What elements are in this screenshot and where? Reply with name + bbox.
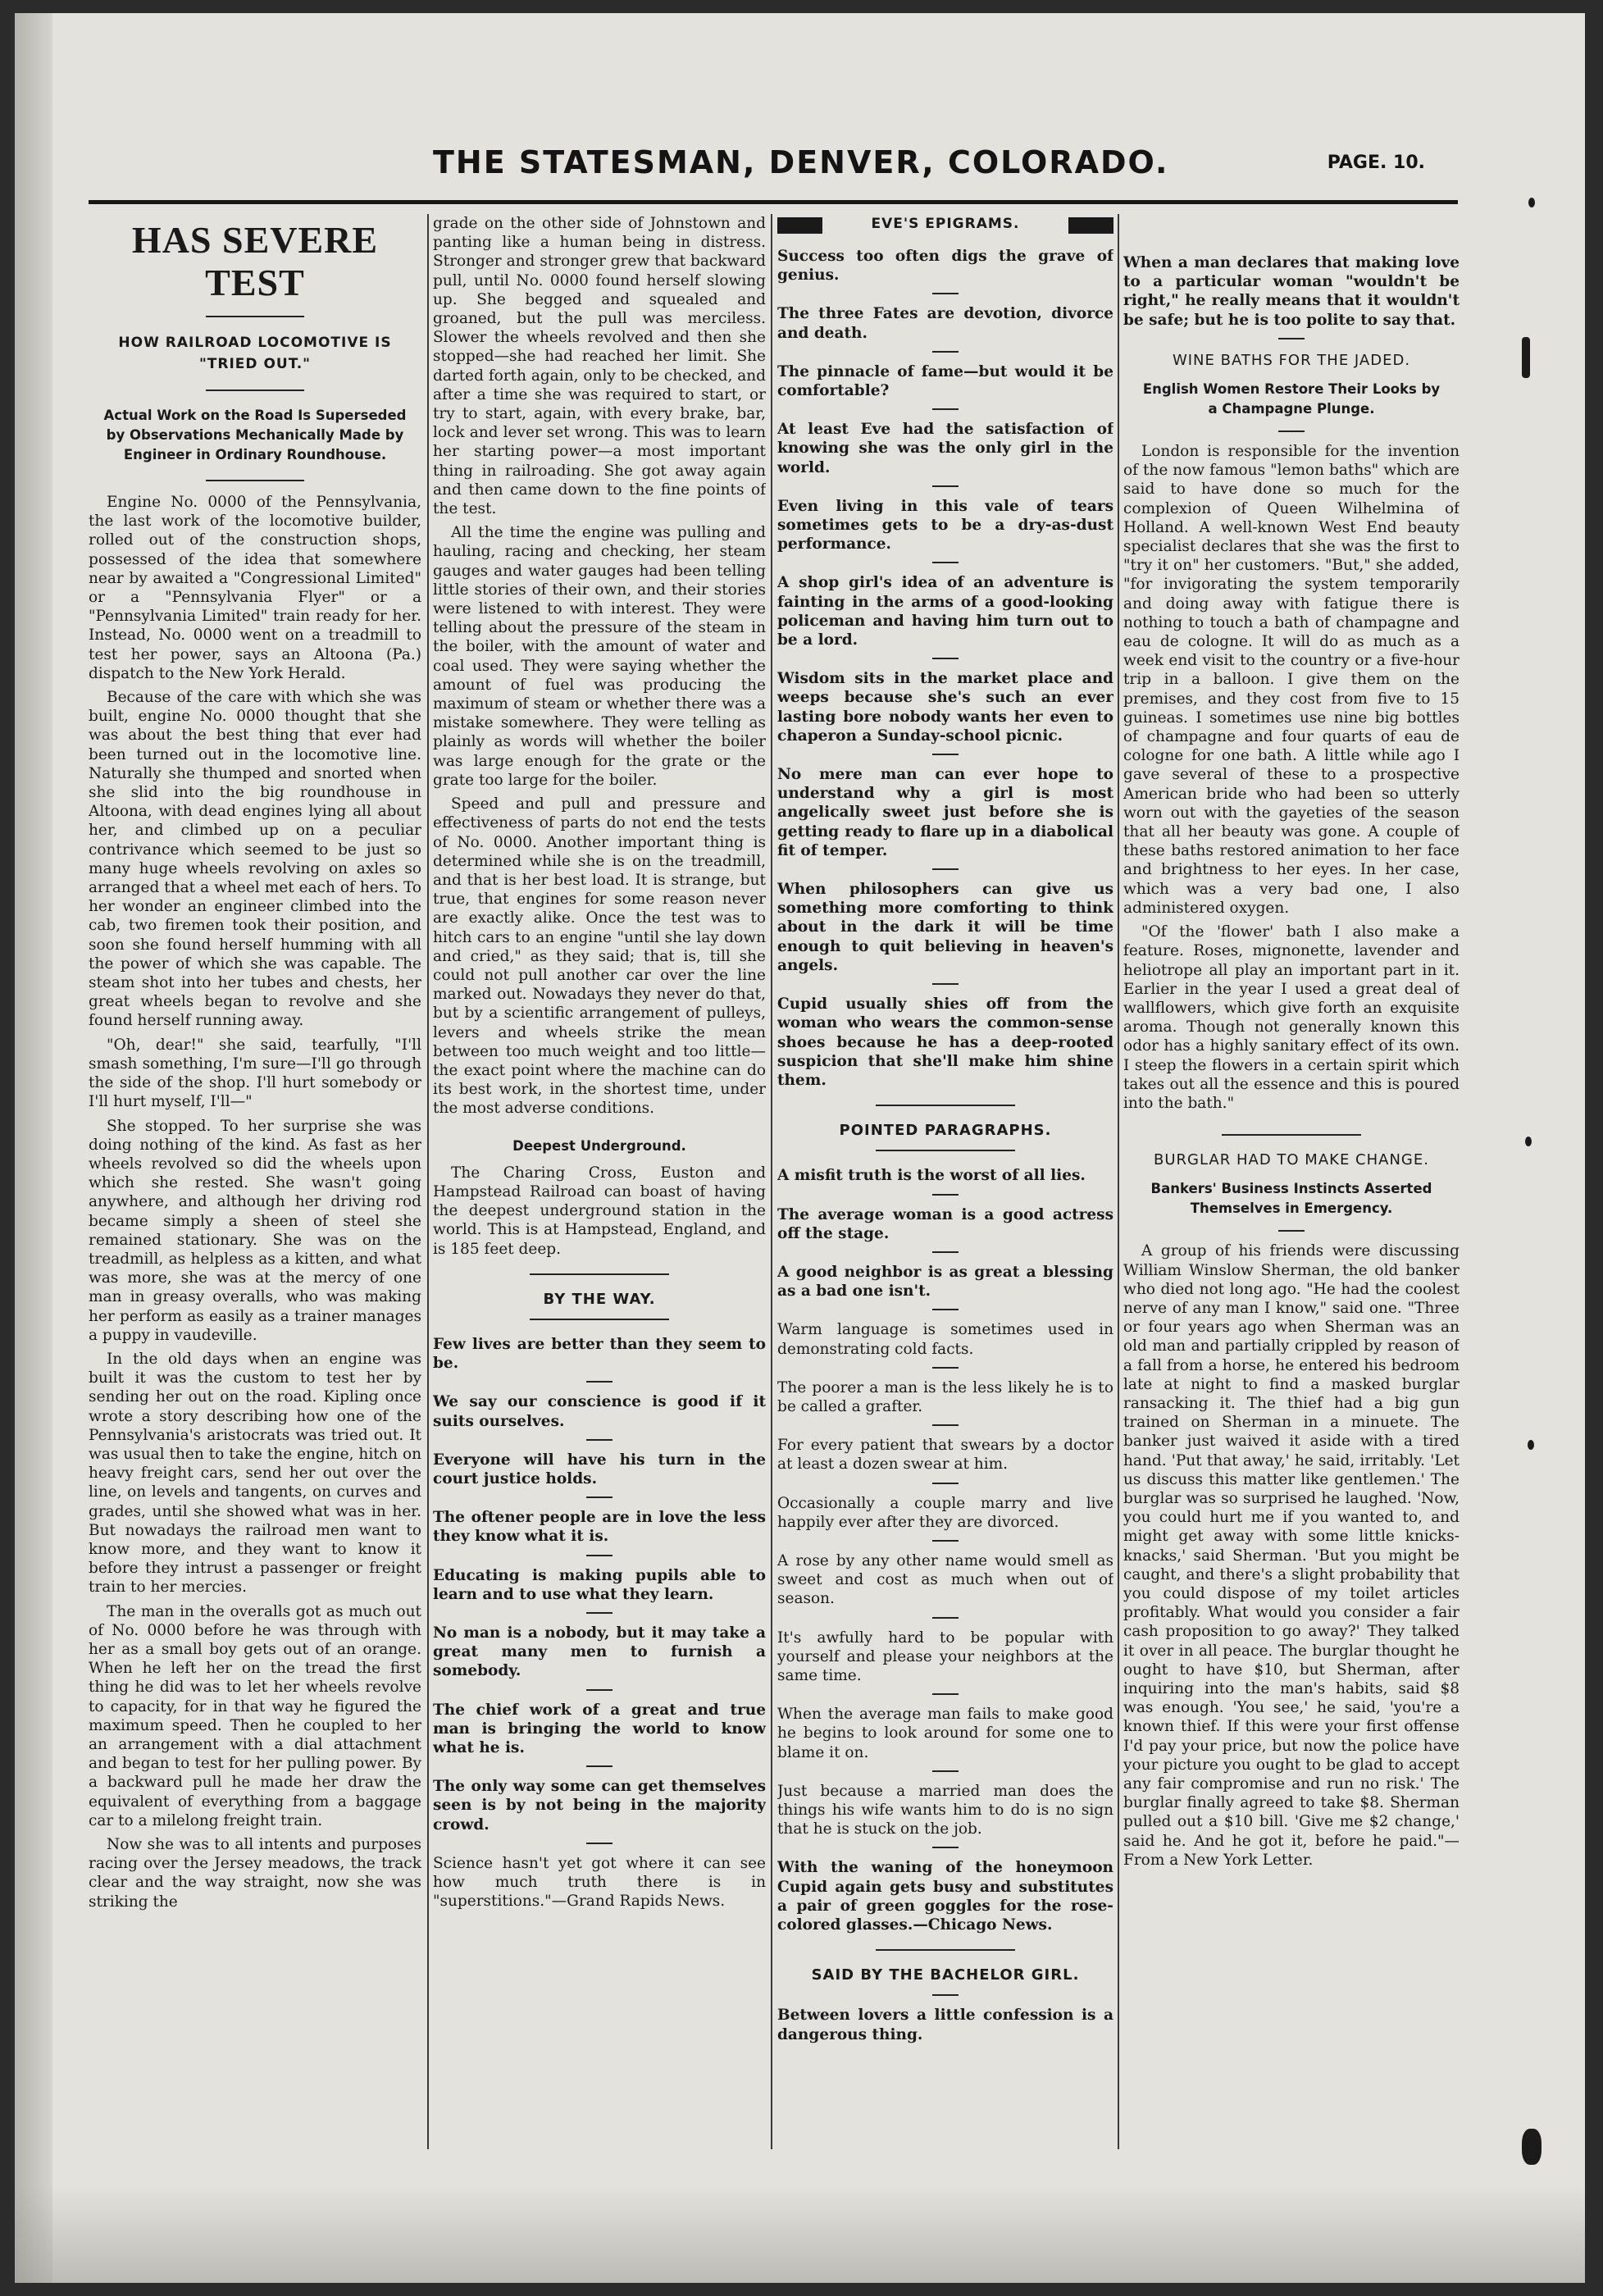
- page-bottom-shadow: [15, 2184, 1585, 2283]
- list-item: The only way some can get themselves seen is by not being in the majority crowd.: [433, 1778, 766, 1834]
- divider: [932, 1367, 959, 1369]
- list-item: A rose by any other name would smell as sweet and cost as much when out of season.: [777, 1551, 1113, 1608]
- list-item: For every patient that swears by a doctor at least a dozen swear at him.: [777, 1437, 1113, 1474]
- masthead-rule: [89, 200, 1458, 204]
- divider: [876, 1949, 1015, 1951]
- headline-severe-test: HAS SEVERE TEST: [131, 219, 379, 303]
- deck-bankers-business: Bankers' Business Instincts Asserted Themselves in Emergency.: [1150, 1181, 1432, 1217]
- divider: [586, 1612, 613, 1614]
- headline-pointed-paragraphs: POINTED PARAGRAPHS.: [839, 1122, 1052, 1140]
- divider: [932, 983, 959, 985]
- list-item: Everyone will have his turn in the court justice holds.: [433, 1451, 766, 1487]
- list-item: Science hasn't yet got where it can see how much truth there is in "superstitions."—Grand Rapids News.: [433, 1854, 766, 1911]
- divider: [932, 1309, 959, 1310]
- list-item: The oftener people are in love the less they know what it is.: [433, 1509, 766, 1546]
- headline-wine-baths: WINE BATHS FOR THE JADED.: [1172, 351, 1411, 369]
- divider: [932, 1424, 959, 1426]
- list-item: When the average man fails to make good he begins to look around for some one to blame it on.: [777, 1706, 1113, 1761]
- divider: [932, 408, 959, 410]
- ornament-right: [1068, 217, 1113, 234]
- divider: [876, 1105, 1015, 1106]
- article-paragraph: She stopped. To her surprise she was doing nothing of the kind. As fast as her wheels revolved so did the wheels upon which she rested. She wasn't going anywhere, and although her driving rod became simply a sheen of steel she remained stationary. She was on the treadmill, as helpless as a kitten, and what was more, she was at the mercy of one man in greasy overalls, who was making her perform as easily as a trainer manages a puppy in vaudeville.: [89, 1117, 421, 1344]
- divider: [586, 1765, 613, 1767]
- column-4: [1123, 214, 1460, 2166]
- list-item: The poorer a man is the less likely he is to be called a grafter.: [777, 1378, 1113, 1415]
- divider: [206, 390, 304, 391]
- list-item: It's awfully hard to be popular with yourself and please your neighbors at the same time.: [777, 1629, 1113, 1684]
- list-item: Warm language is sometimes used in demonstrating cold facts.: [777, 1321, 1113, 1358]
- list-item: A misfit truth is the worst of all lies.: [777, 1167, 1086, 1185]
- list-item: Success too often digs the grave of genius.: [777, 248, 1113, 285]
- deck-english-women: English Women Restore Their Looks by a Champagne Plunge.: [1142, 381, 1441, 417]
- list-item: A shop girl's idea of an adventure is fainting in the arms of a good-looking policeman and having him turn out to be a lord.: [777, 574, 1113, 649]
- divider: [932, 1770, 959, 1772]
- divider: [1278, 430, 1305, 432]
- deck-actual-work: Actual Work on the Road Is Superseded by Observations Mechanically Made by Engineer in Ordinary Roundhouse.: [103, 408, 407, 462]
- list-item: With the waning of the honeymoon Cupid again gets busy and substitutes a pair of green goggles for the rose-colored glasses.—Chicago News.: [777, 1859, 1113, 1934]
- column-3: [777, 214, 1113, 2166]
- masthead-title: THE STATESMAN, DENVER, COLORADO.: [433, 144, 1169, 180]
- divider: [932, 1251, 959, 1253]
- list-item: The three Fates are devotion, divorce and death.: [777, 305, 1113, 342]
- epigram-paragraph: When a man declares that making love to a particular woman "wouldn't be right," he really means that it wouldn't be safe; but he is too polite to say that.: [1123, 254, 1460, 329]
- divider: [932, 1994, 959, 1996]
- divider: [876, 1150, 1015, 1151]
- divider: [932, 754, 959, 755]
- column-2: [433, 214, 766, 2166]
- article-paragraph: "Oh, dear!" she said, tearfully, "I'll smash something, I'm sure—I'll go through the side of the shop. I'll hurt somebody or I'll hurt myself, I'll—": [89, 1036, 421, 1111]
- divider: [530, 1273, 669, 1275]
- page-edge-shadow: [15, 13, 52, 2283]
- list-item: Between lovers a little confession is a dangerous thing.: [777, 2007, 1113, 2043]
- ornament-left: [777, 217, 822, 234]
- divider: [932, 562, 959, 563]
- divider: [206, 316, 304, 317]
- divider: [1222, 1134, 1361, 1136]
- article-paragraph: In the old days when an engine was built it was the custom to test her by sending her out on the road. Kipling once wrote a story describing how one of the Pennsylvania's aristocrats was tried out. It was usual then to take the engine, hitch on heavy freight cars, send her out over the line, on levels and tangents, on curves and grades, until she showed what was in her. But nowadays the railroad men want to know more, and they want to know it before they intrust a passenger or freight train to her mercies.: [89, 1350, 421, 1597]
- ink-spot: [1522, 2129, 1542, 2165]
- divider: [586, 1496, 613, 1498]
- divider: [586, 1689, 613, 1691]
- divider: [586, 1439, 613, 1441]
- list-item: At least Eve had the satisfaction of knowing she was the only girl in the world.: [777, 421, 1113, 476]
- divider: [932, 1693, 959, 1695]
- list-item: We say our conscience is good if it suits ourselves.: [433, 1393, 766, 1430]
- ink-spot: [1525, 1137, 1532, 1146]
- divider: [932, 868, 959, 870]
- headline-deepest-underground: Deepest Underground.: [512, 1137, 686, 1154]
- article-paragraph: A group of his friends were discussing William Winslow Sherman, the old banker who died not long ago. "He had the coolest nerve of any man I know," said one. "Three or four years ago when Sherman was an old man and partially crippled by reason of a fall from a horse, he entered his bedroom late at night to find a masked burglar ransacking it. The thief had a big gun trained on Sherman in a minuete. The banker just waived it aside with a tired hand. 'Put that away,' he said, irritably. 'Let us discuss this matter like gentlemen.' The burglar was so surprised he laughed. 'Now, you could hurt me if you wanted to, and might get away with some little knicks-knacks,' said Sherman. 'But you might be caught, and there's a slight probability that you could dispose of my toilet articles profitably. What would you consider a fair cash proposition to go away?' They talked it over in all peace. The burglar thought he ought to have $10, but Sherman, after inquiring into the man's habits, said $8 was enough. 'You see,' he said, 'you're a known thief. If this were your first offense I'd pay your price, but now the police have your picture you ought to be glad to accept any fair compromise and run no risk.' The burglar finally agreed to take $8. Sherman pulled out a $10 bill. 'Give me $2 change,' said he. And he got it, before he paid."—From a New York Letter.: [1123, 1242, 1460, 1869]
- divider: [206, 480, 304, 481]
- article-paragraph: Speed and pull and pressure and effectiveness of parts do not end the tests of No. 0000. Another important thing is determined while she is on the treadmill, and that is her best load. It is strange, but true, that engines for some reason never are exactly alike. Once the test was to hitch cars to an engine "until she lay down and cried," as they said; that is, till she could not pull another car over the line marked out. Nowadays they never do that, but by a scientific arrangement of pulleys, levers and wheels strike the mean between too much weight and too little—the exact point where the machine can do its best work, in the shortest time, under the most adverse conditions.: [433, 795, 766, 1118]
- list-item: Wisdom sits in the market place and weeps because she's such an ever lasting bore nobody wants her even to chaperon a Sunday-school picnic.: [777, 670, 1113, 745]
- article-paragraph: London is responsible for the invention of the now famous "lemon baths" which are said to have done so much for the complexion of Queen Wilhelmina of Holland. A well-known West End beauty specialist declares that she was the first to "try it on" her customers. "But," she added, "for invigorating the system temporarily and doing away with fatigue there is nothing to touch a bath of champagne and eau de cologne. It will do as much as a week end visit to the country or a five-hour trip in a balloon. I give them on the premises, and they cost from five to 15 guineas. I sometimes use nine big bottles of champagne and four quarts of eau de cologne for one bath. A little while ago I gave several of these to a prospective American bride who had been so utterly worn out with the gayeties of the season that all her beauty was gone. A couple of these baths restored animation to her face and brightness to her eyes. In her case, which was a very bad one, I also administered oxygen.: [1123, 443, 1460, 917]
- headline-burglar: BURGLAR HAD TO MAKE CHANGE.: [1154, 1151, 1429, 1169]
- masthead: [89, 144, 1458, 185]
- divider: [932, 658, 959, 659]
- column-rule: [1118, 214, 1119, 2149]
- divider: [586, 1843, 613, 1844]
- headline-bachelor-girl: SAID BY THE BACHELOR GIRL.: [811, 1966, 1080, 1984]
- ink-spot: [1528, 1440, 1534, 1450]
- list-item: Even living in this vale of tears sometimes gets to be a dry-as-dust performance.: [777, 497, 1113, 554]
- article-paragraph: grade on the other side of Johnstown and panting like a human being in distress. Stronger and stronger grew that backward pull, until No. 0000 found herself slowing up. She begged and squealed and groaned, but the pull was merciless. Slower the wheels revolved and then she stopped—she had reached her limit. She darted forth again, only to be checked, and after a time she was required to start, or try to start, again, with every brake, bar, lock and lever set wrong. This was to learn her starting power—a most important thing in railroading. She got away again and then came down to the fine points of the test.: [433, 215, 766, 518]
- column-rule: [771, 214, 772, 2149]
- divider: [1278, 1230, 1305, 1232]
- list-item: When philosophers can give us something more comforting to think about in the dark it will be time enough to quit believing in heaven's angels.: [777, 881, 1113, 974]
- list-item: A good neighbor is as great a blessing as a bad one isn't.: [777, 1263, 1113, 1301]
- divider: [932, 1483, 959, 1484]
- headline-eves-epigrams: EVE'S EPIGRAMS.: [871, 216, 1020, 232]
- divider: [932, 1540, 959, 1542]
- divider: [1278, 338, 1305, 339]
- page-number: PAGE. 10.: [1327, 153, 1425, 173]
- article-paragraph: All the time the engine was pulling and hauling, racing and checking, her steam gauges and water gauges had been telling little stories of their own, and their stories were listened to with interest. They were telling about the pressure of the steam in the boiler, with the amount of water and coal used. They were saying whether the amount of fuel was producing the maximum of steam or whether there was a mistake somewhere. They were telling as plainly as words will whether the boiler was large enough for the grate or the grate too large for the boiler.: [433, 524, 766, 789]
- list-item: Just because a married man does the things his wife wants him to do is no sign that he is stuck on the job.: [777, 1782, 1113, 1838]
- divider: [586, 1555, 613, 1556]
- newspaper-page: [15, 13, 1585, 2283]
- article-paragraph: The man in the overalls got as much out of No. 0000 before he was through with her as a small boy gets out of an orange. When he left her on the tread the first thing he did was to let her wheels revolve to capacity, for in that way he figured the maximum speed. Then he coupled to her an arrangement with a dial attachment and began to test for her pulling power. By a backward pull he made her draw the equivalent of everything from a baggage car to a milelong freight train.: [89, 1602, 421, 1829]
- article-paragraph: Now she was to all intents and purposes racing over the Jersey meadows, the track clear and the way straight, now she was striking the: [89, 1836, 421, 1911]
- column-1: [89, 214, 421, 2166]
- deck-locomotive: HOW RAILROAD LOCOMOTIVE IS "TRIED OUT.": [118, 335, 392, 372]
- article-paragraph: The Charing Cross, Euston and Hampstead Railroad can boast of having the deepest underground station in the world. This is at Hampstead, England, and is 185 feet deep.: [433, 1164, 766, 1258]
- divider: [932, 1617, 959, 1619]
- list-item: No man is a nobody, but it may take a great many men to furnish a somebody.: [433, 1624, 766, 1680]
- list-item: Educating is making pupils able to learn and to use what they learn.: [433, 1566, 766, 1603]
- divider: [932, 1847, 959, 1848]
- ink-spot: [1522, 337, 1530, 378]
- divider: [932, 293, 959, 294]
- divider: [932, 1194, 959, 1196]
- list-item: The chief work of a great and true man is bringing the world to know what he is.: [433, 1701, 766, 1757]
- list-item: No mere man can ever hope to understand why a girl is most angelically sweet just before she is getting ready to flare up in a diabolical fit of temper.: [777, 766, 1113, 859]
- divider: [932, 351, 959, 353]
- divider: [530, 1319, 669, 1320]
- eves-epigrams-banner: [777, 214, 1113, 240]
- list-item: The average woman is a good actress off the stage.: [777, 1205, 1113, 1242]
- list-item: Cupid usually shies off from the woman who wears the common-sense shoes because he has a deep-rooted suspicion that she'll make him shine them.: [777, 995, 1113, 1089]
- article-paragraph: Engine No. 0000 of the Pennsylvania, the last work of the locomotive builder, rolled out of the construction shops, possessed of the idea that somewhere near by awaited a "Congressional Limited" or a "Pennsylvania Flyer" or a "Pennsylvania Limited" train ready for her. Instead, No. 0000 went on a treadmill to test her power, says an Altoona (Pa.) dispatch to the New York Herald.: [89, 494, 421, 682]
- list-item: Few lives are better than they seem to be.: [433, 1335, 766, 1373]
- divider: [586, 1381, 613, 1383]
- list-item: Occasionally a couple marry and live happily ever after they are divorced.: [777, 1494, 1113, 1531]
- ink-spot: [1528, 198, 1535, 207]
- article-paragraph: Because of the care with which she was built, engine No. 0000 thought that she was about the best thing that ever had been turned out in the locomotive line. Naturally she thumped and snorted when she slid into the big roundhouse in Altoona, with dead engines lying all about her, and climbed up on a peculiar contrivance which seemed to be just so many huge wheels revolving on axles so arranged that a wheel met each of hers. To her wonder an engineer climbed into the cab, two firemen took their position, and soon she found herself humming with all the power of which she was capable. The steam shot into her tubes and chests, her great wheels began to revolve and she found herself running away.: [89, 689, 421, 1030]
- divider: [932, 485, 959, 487]
- list-item: The pinnacle of fame—but would it be comfortable?: [777, 362, 1113, 400]
- column-rule: [427, 214, 429, 2149]
- headline-by-the-way: BY THE WAY.: [543, 1290, 656, 1308]
- article-paragraph: "Of the 'flower' bath I also make a feature. Roses, mignonette, lavender and heliotrope all play an important part in it. Earlier in the year I used a great deal of wallflowers, which give forth an exquisite aroma. Though not generally known this odor has a highly sanitary effect of its own. I steep the flowers in a certain spirit which takes out all the essence and this is poured into the bath.": [1123, 923, 1460, 1112]
